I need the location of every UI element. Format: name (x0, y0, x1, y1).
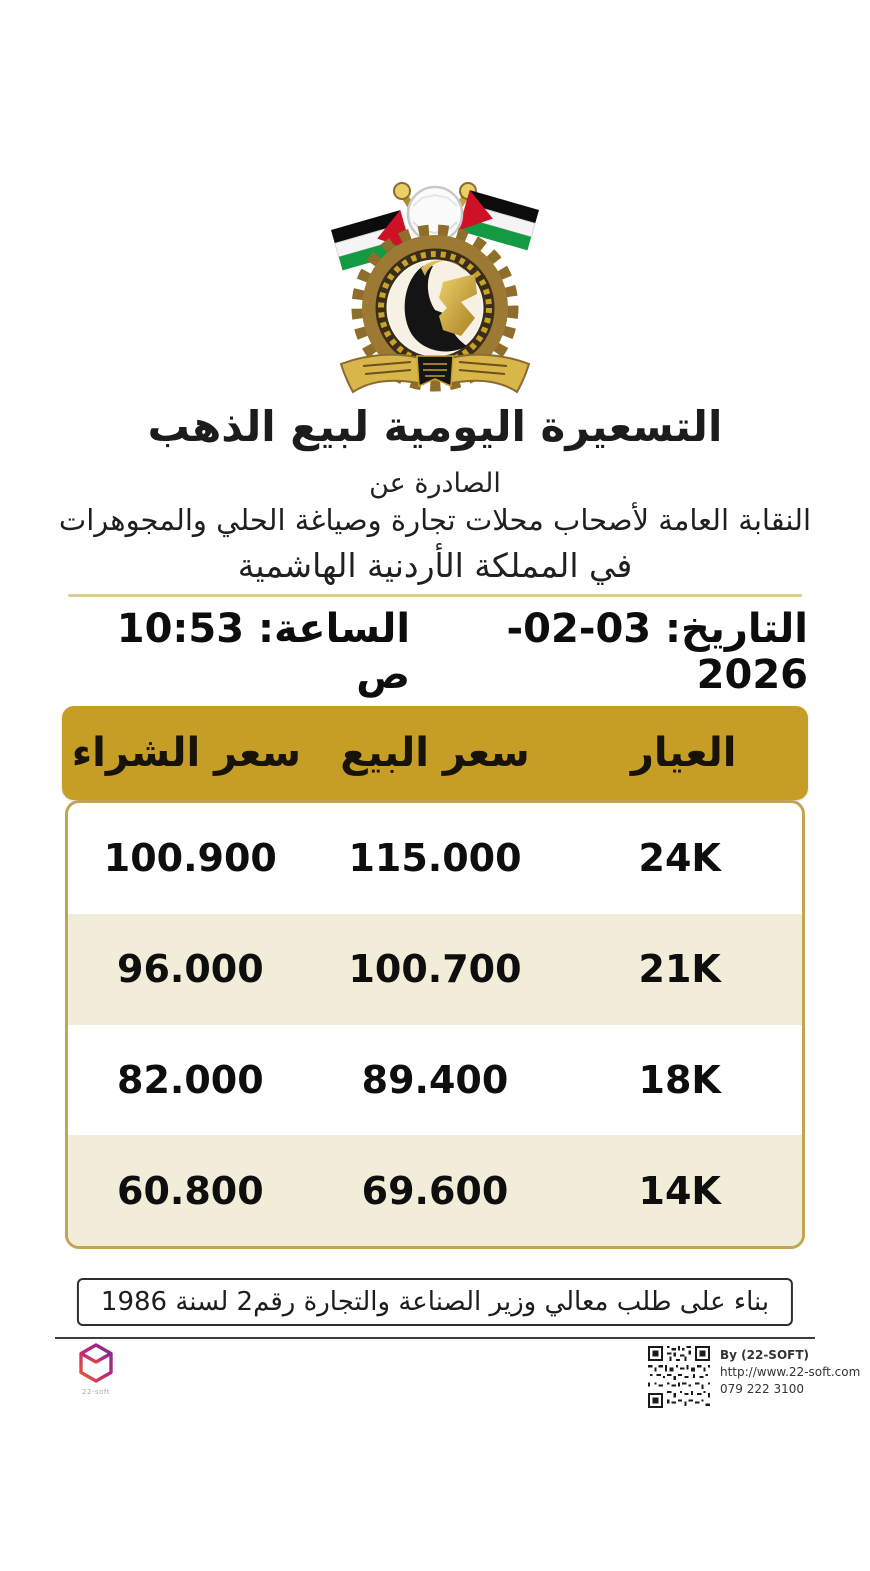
credits-block (720, 1347, 860, 1398)
syndicate-emblem-icon (323, 168, 547, 400)
maker-logo-label: 22-soft (82, 1388, 110, 1396)
table-row-21k (68, 914, 802, 1025)
karat-value: 24K (638, 836, 721, 881)
gold-divider (68, 594, 802, 597)
time-field (62, 606, 410, 698)
ministerial-note: بناء على طلب معالي وزير الصناعة والتجارة رقم2 لسنة 1986 (77, 1278, 793, 1326)
price-table-body (65, 800, 805, 1249)
datetime-row (0, 606, 870, 698)
buy-price: 82.000 (117, 1057, 264, 1102)
sell-price: 100.700 (348, 947, 522, 992)
price-table-header (62, 706, 808, 800)
column-header-buy: سعر الشراء (71, 730, 301, 776)
karat-value: 21K (638, 947, 721, 992)
date-label: التاريخ: (665, 606, 808, 652)
cube-icon (76, 1342, 116, 1386)
karat-value: 14K (638, 1168, 721, 1213)
column-header-sell: سعر البيع (340, 730, 530, 776)
buy-price: 96.000 (117, 947, 264, 992)
sell-price: 89.400 (361, 1057, 509, 1102)
date-value: 03-02-2026 (506, 606, 808, 698)
qr-code-icon (648, 1346, 710, 1408)
table-row-18k (68, 1025, 802, 1136)
bottom-divider (55, 1337, 815, 1339)
credit-by: By (22-SOFT) (720, 1348, 810, 1362)
buy-price: 60.800 (117, 1168, 264, 1213)
karat-value: 18K (638, 1057, 721, 1102)
column-header-karat: العيار (630, 730, 737, 776)
time-value: 10:53 ص (116, 606, 411, 698)
buy-price: 100.900 (103, 836, 277, 881)
credit-url: http://www.22-soft.com (720, 1365, 861, 1379)
sell-price: 69.600 (361, 1168, 509, 1213)
table-row-24k (68, 803, 802, 914)
kingdom-line: في المملكة الأردنية الهاشمية (237, 546, 633, 585)
date-field (410, 606, 808, 698)
credit-phone: 079 222 3100 (720, 1382, 804, 1396)
maker-logo (74, 1342, 118, 1398)
issued-by-line: الصادرة عن (369, 468, 501, 499)
syndicate-name: النقابة العامة لأصحاب محلات تجارة وصياغة الحلي والمجوهرات (58, 503, 812, 537)
page-title: التسعيرة اليومية لبيع الذهب (147, 402, 723, 451)
time-label: الساعة: (258, 606, 411, 652)
table-row-14k (68, 1135, 802, 1246)
sell-price: 115.000 (348, 836, 522, 881)
